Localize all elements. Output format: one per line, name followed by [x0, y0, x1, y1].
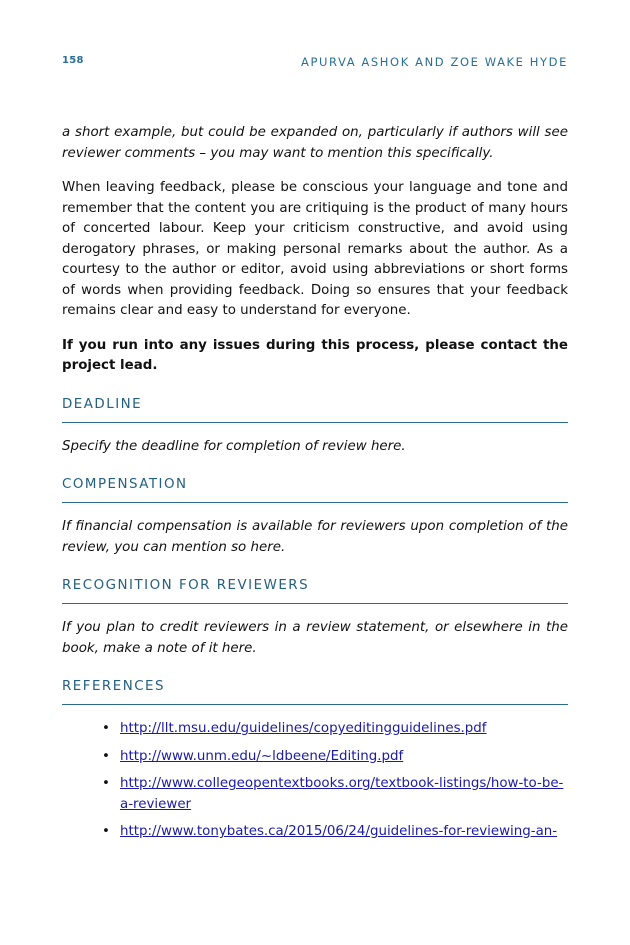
deadline-section [62, 396, 568, 458]
running-head [62, 55, 568, 71]
reference-link-tonybates[interactable]: http://www.tonybates.ca/2015/06/24/guidelines-for-reviewing-an- [120, 824, 558, 839]
intro-italic-paragraph: a short example, but could be expanded on, particularly if authors will see reviewer comments – you may want to mention this specifically. [62, 125, 568, 161]
bullet-icon: • [102, 721, 110, 736]
recognition-section [62, 577, 568, 659]
bullet-icon: • [102, 748, 110, 764]
contact-paragraph: If you run into any issues during this process, please contact the project lead. [62, 337, 568, 373]
running-title: APURVA ASHOK AND ZOE WAKE HYDE [301, 55, 568, 69]
reference-link-collegeopentextbooks[interactable]: http://www.collegeopentextbooks.org/textbook-listings/how-to-be-a-reviewer [120, 776, 564, 812]
compensation-section [62, 476, 568, 558]
references-section [62, 678, 568, 843]
reference-item [102, 719, 568, 740]
page-content [62, 123, 568, 850]
reference-link-unm[interactable]: http://www.unm.edu/~ldbeene/Editing.pdf [120, 748, 404, 764]
reference-link-msu[interactable]: http://llt.msu.edu/guidelines/copyeditingguidelines.pdf [120, 721, 487, 736]
deadline-heading: DEADLINE [62, 396, 568, 423]
recognition-text: If you plan to credit reviewers in a review statement, or elsewhere in the book, make a note of it here. [62, 620, 568, 656]
deadline-text: Specify the deadline for completion of review here. [62, 438, 406, 454]
reference-item [102, 747, 568, 768]
reference-item [102, 822, 568, 843]
feedback-paragraph: When leaving feedback, please be conscious your language and tone and remember that the content you are critiquing is the product of many hours of concerted labour. Keep your criticism constructive, and avoid using derogatory phrases, or making personal remarks about the author. As a courtesy to the author or editor, avoid using abbreviations or short forms of words when providing feedback. Doing so ensures that your feedback remains clear and easy to understand for everyone. [62, 180, 568, 318]
bullet-icon: • [102, 824, 110, 839]
recognition-heading: RECOGNITION FOR REVIEWERS [62, 577, 568, 604]
bullet-icon: • [102, 776, 110, 791]
compensation-heading: COMPENSATION [62, 476, 568, 503]
page-number: 158 [62, 55, 84, 66]
references-list [62, 719, 568, 843]
compensation-text: If financial compensation is available for reviewers upon completion of the review, you can mention so here. [62, 519, 568, 555]
references-heading: REFERENCES [62, 678, 568, 705]
reference-item [102, 774, 568, 815]
book-page [62, 0, 568, 945]
